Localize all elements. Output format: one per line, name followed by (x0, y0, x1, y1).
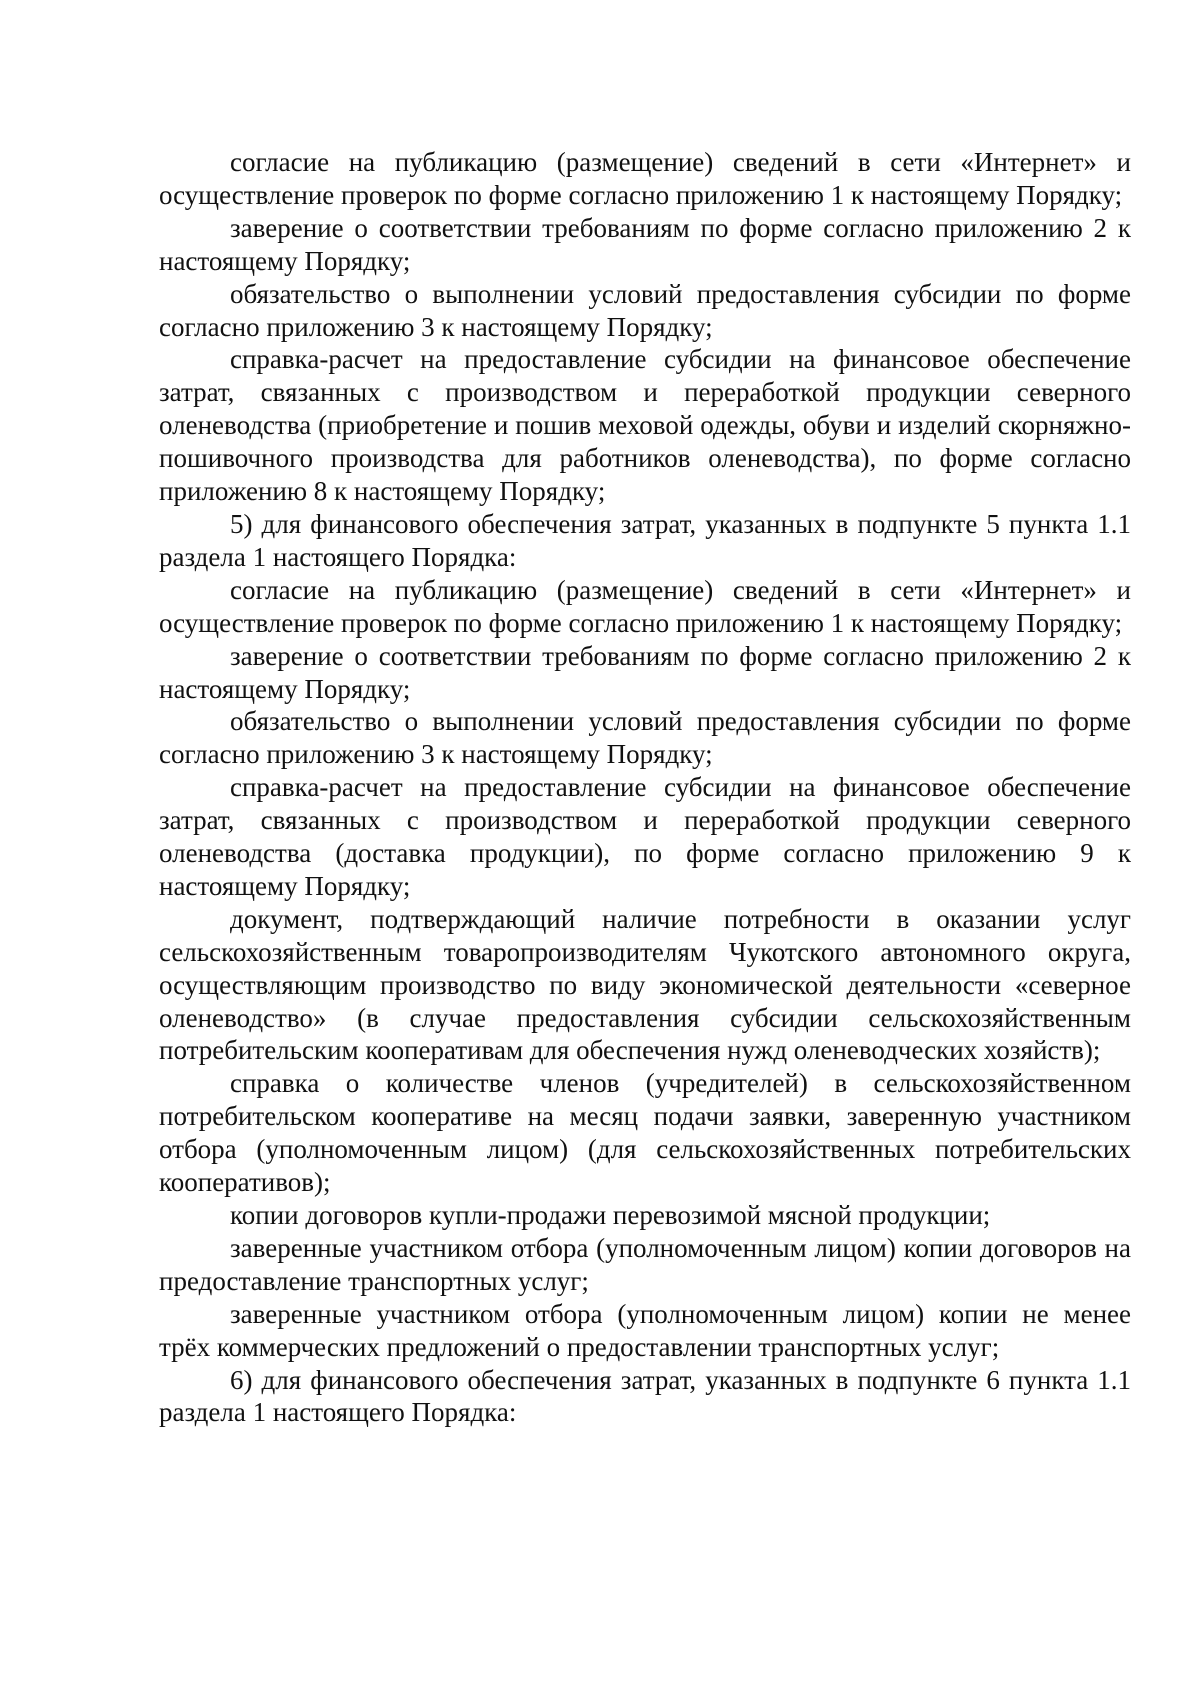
paragraph-calculation-certificate: справка-расчет на предоставление субсидии на финансовое обеспечение затрат, связанных с производством и переработкой продукции северного оленеводства (приобретение и пошив меховой одежды, обуви и изделий скорняжно-пошивочного производства для работников оленеводства), по форме согласно приложению 8 к настоящему Порядку; (159, 344, 1131, 507)
paragraph-commercial-offers: заверенные участником отбора (уполномоченным лицом) копии не менее трёх коммерческих предложений о предоставлении транспортных услуг; (159, 1298, 1131, 1362)
document-body (159, 146, 1131, 1429)
paragraph-consent-publication: согласие на публикацию (размещение) сведений в сети «Интернет» и осуществление проверок по форме согласно приложению 1 к настоящему Порядку; (159, 147, 1131, 210)
paragraph-sale-contracts: копии договоров купли-продажи перевозимой мясной продукции; (230, 1200, 991, 1230)
paragraph-consent-publication: согласие на публикацию (размещение) сведений в сети «Интернет» и осуществление проверок по форме согласно приложению 1 к настоящему Порядку; (159, 574, 1131, 638)
paragraph-compliance-assurance: заверение о соответствии требованиям по форме согласно приложению 2 к настоящему Порядку; (159, 640, 1131, 704)
paragraph-obligation: обязательство о выполнении условий предоставления субсидии по форме согласно приложению 3 к настоящему Порядку; (159, 706, 1131, 770)
paragraph-item-5: 5) для финансового обеспечения затрат, указанных в подпункте 5 пункта 1.1 раздела 1 настоящего Порядка: (159, 508, 1131, 572)
paragraph-need-document: документ, подтверждающий наличие потребности в оказании услуг сельскохозяйственным товаропроизводителям Чукотского автономного округа, осуществляющим производство по виду экономической деятельности «северное оленеводство» (в случае предоставления субсидии сельскохозяйственным потребительским кооперативам для обеспечения нужд оленеводческих хозяйств); (159, 903, 1131, 1066)
paragraph-item-6: 6) для финансового обеспечения затрат, указанных в подпункте 6 пункта 1.1 раздела 1 настоящего Порядка: (159, 1364, 1131, 1428)
paragraph-compliance-assurance: заверение о соответствии требованиям по форме согласно приложению 2 к настоящему Порядку; (159, 212, 1131, 276)
paragraph-calculation-certificate: справка-расчет на предоставление субсидии на финансовое обеспечение затрат, связанных с производством и переработкой продукции северного оленеводства (доставка продукции), по форме согласно приложению 9 к настоящему Порядку; (159, 772, 1131, 901)
paragraph-transport-contracts: заверенные участником отбора (уполномоченным лицом) копии договоров на предоставление транспортных услуг; (159, 1232, 1131, 1296)
paragraph-obligation: обязательство о выполнении условий предоставления субсидии по форме согласно приложению 3 к настоящему Порядку; (159, 278, 1131, 342)
paragraph-members-certificate: справка о количестве членов (учредителей) в сельскохозяйственном потребительском кооперативе на месяц подачи заявки, заверенную участником отбора (уполномоченным лицом) (для сельскохозяйственных потребительских кооперативов); (159, 1068, 1131, 1198)
